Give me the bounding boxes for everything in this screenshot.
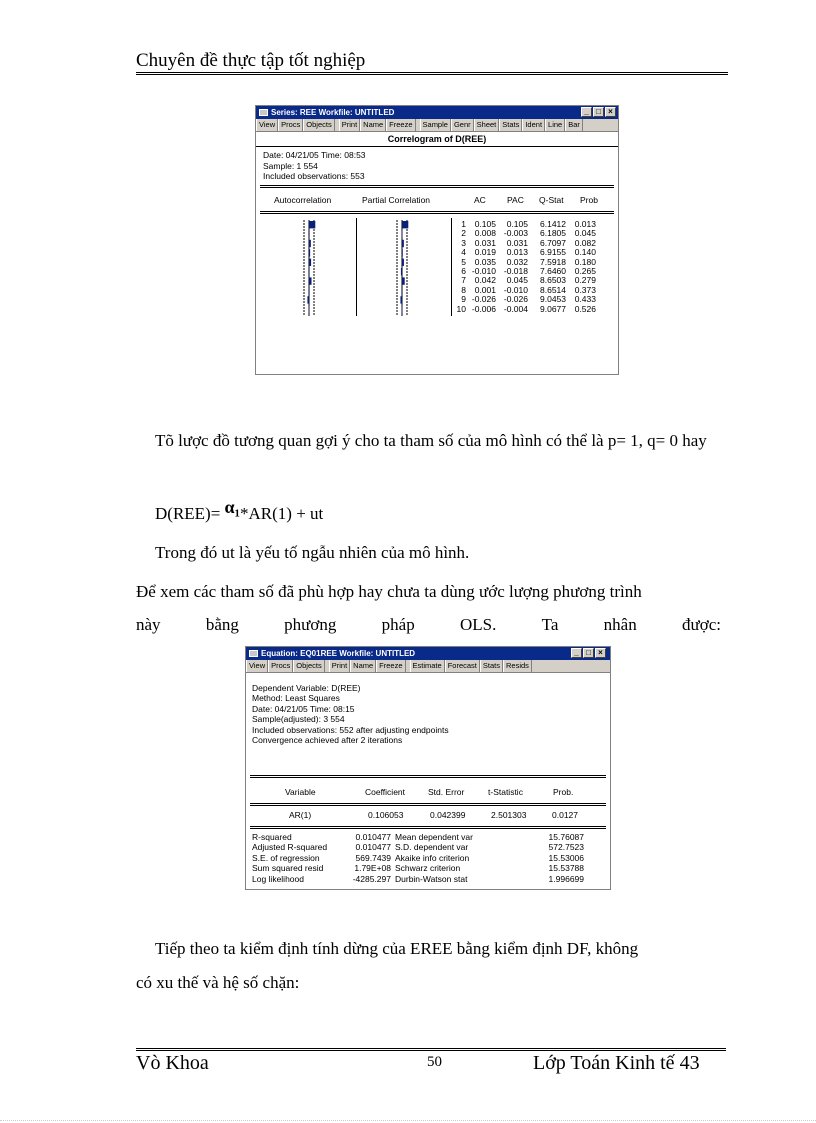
paragraph-4-line2: có xu thế và hệ số chặn:: [136, 973, 300, 992]
correlogram-cell: 6.1805: [540, 228, 566, 239]
equation-titlebar[interactable]: [246, 647, 610, 660]
correlogram-cell: 3: [461, 237, 466, 248]
correlogram-cell: 0.045: [506, 275, 528, 286]
correlogram-cell: 8.6514: [540, 284, 566, 295]
minimize-button[interactable]: _: [571, 648, 582, 658]
correlogram-cell: 9.0453: [540, 294, 566, 305]
eq-coef-tstat: 2.501303: [491, 810, 527, 820]
eq-info-line: Method: Least Squares: [252, 693, 340, 704]
paragraph-2: Trong đó ut là yếu tố ngẫu nhiên của mô hình.: [155, 543, 470, 562]
print-button[interactable]: Print: [329, 660, 350, 672]
word: Ta: [541, 615, 559, 634]
footer-rule: [136, 1048, 726, 1051]
correlogram-cell: 0.265: [574, 266, 596, 277]
eq-info-line: Sample(adjusted): 3 554: [252, 714, 345, 725]
maximize-button[interactable]: □: [583, 648, 594, 658]
correlogram-cell: 0.433: [574, 294, 596, 305]
correlogram-cell: 0.105: [474, 219, 496, 229]
ac-bar: [309, 221, 315, 228]
correlogram-cell: 8: [461, 284, 466, 295]
genr-button[interactable]: Genr: [451, 119, 474, 131]
eq-stat-label: R-squared: [252, 832, 292, 842]
col-header: Autocorrelation: [274, 195, 332, 205]
window-icon: [249, 650, 258, 657]
correlogram-cell: 0.045: [574, 228, 596, 239]
view-button[interactable]: View: [246, 660, 268, 672]
correlogram-cell: 10: [456, 303, 466, 314]
info-line: Included observations: 553: [263, 171, 365, 181]
correlogram-cell: 0.279: [574, 275, 596, 286]
eq-col-header: Prob.: [553, 787, 574, 797]
header-rule: [136, 72, 728, 75]
correlogram-cell: -0.026: [471, 294, 496, 305]
word: bằng: [205, 615, 239, 634]
maximize-button[interactable]: □: [593, 107, 604, 117]
correlogram-cell: 6.7097: [540, 237, 566, 248]
eq-stat-value: 15.53006: [548, 852, 584, 863]
correlogram-table: [454, 220, 596, 314]
eq-stat-value: 572.7523: [548, 842, 584, 853]
correlogram-cell: -0.026: [503, 294, 528, 305]
freeze-button[interactable]: Freeze: [376, 660, 405, 672]
close-button[interactable]: ×: [595, 648, 606, 658]
paragraph-4-line1: Tiếp theo ta kiểm định tính dừng của EREE bằng kiểm định DF, không: [155, 939, 639, 958]
correlogram-cell: 0.013: [506, 247, 528, 258]
correlogram-heading: Correlogram of D(REE): [387, 134, 487, 144]
correlogram-cell: 0.180: [574, 256, 596, 267]
correlogram-cell: 0.001: [474, 284, 496, 295]
correlogram-cell: 7.5918: [540, 256, 566, 267]
eq-stat-value: 15.76087: [548, 832, 584, 842]
page-header-title: Chuyên đề thực tập tốt nghiệp: [136, 50, 366, 71]
correlogram-cell: 4: [461, 247, 466, 258]
eq-stat-value: 15.53788: [548, 863, 584, 874]
formula-right: *AR(1) + ut: [240, 504, 324, 523]
correlogram-cell: 5: [461, 256, 466, 267]
word: này: [136, 615, 161, 634]
procs-button[interactable]: Procs: [278, 119, 303, 131]
eq-stat-label: S.D. dependent var: [395, 842, 469, 853]
correlogram-window: [255, 105, 619, 375]
page-bottom-border: [0, 1120, 816, 1121]
freeze-button[interactable]: Freeze: [386, 119, 415, 131]
eq-stat-value: -4285.297: [352, 873, 391, 884]
eq-coef-stderr: 0.042399: [430, 810, 466, 820]
eq-stat-label: Durbin-Watson stat: [395, 873, 468, 884]
correlogram-row: [454, 305, 596, 314]
eq-stat-value: 0.010477: [355, 842, 391, 853]
correlogram-cell: 6.9155: [540, 247, 566, 258]
equation-window: [245, 646, 611, 890]
correlogram-cell: 0.031: [506, 237, 528, 248]
pac-bar: [402, 259, 404, 266]
correlogram-cell: 0.035: [474, 256, 496, 267]
col-header: Partial Correlation: [362, 195, 431, 205]
pac-bar: [402, 249, 403, 256]
correlogram-cell: 0.032: [506, 256, 528, 267]
objects-button[interactable]: Objects: [293, 660, 324, 672]
resids-button[interactable]: Resids: [503, 660, 532, 672]
pac-bar: [402, 230, 403, 237]
paragraph-3-line2: [136, 614, 721, 636]
eq-col-header: Variable: [285, 787, 316, 797]
eq-stat-label: Adjusted R-squared: [252, 842, 328, 853]
correlogram-cell: 0.373: [574, 284, 596, 295]
col-header: AC: [474, 195, 486, 205]
equation-window-title: Equation: EQ01REE Workfile: UNTITLED: [261, 649, 416, 658]
page-number: 50: [427, 1054, 442, 1070]
eq-coef-value: 0.106053: [368, 810, 404, 820]
pac-bar: [401, 287, 402, 294]
correlogram-cell: 0.042: [474, 275, 496, 286]
eq-info-line: Date: 04/21/05 Time: 08:15: [252, 703, 355, 714]
correlogram-cell: -0.010: [471, 266, 496, 277]
correlogram-window-title: Series: REE Workfile: UNTITLED: [271, 108, 395, 117]
word: OLS.: [459, 615, 497, 634]
sample-button[interactable]: Sample: [420, 119, 451, 131]
name-button[interactable]: Name: [360, 119, 386, 131]
formula: [155, 497, 324, 525]
equation-toolbar: [246, 660, 610, 673]
ac-bar: [307, 296, 309, 303]
eq-col-header: t-Statistic: [488, 787, 523, 797]
correlogram-cell: 2: [461, 228, 466, 239]
line-button[interactable]: Line: [545, 119, 565, 131]
correlogram-cell: 6: [461, 266, 466, 277]
ident-button[interactable]: Ident: [522, 119, 545, 131]
correlogram-titlebar[interactable]: [256, 106, 618, 119]
ac-bar: [309, 306, 310, 313]
correlogram-cell: -0.006: [471, 303, 496, 314]
eq-info-line: Convergence achieved after 2 iterations: [252, 735, 403, 746]
bar-button[interactable]: Bar: [565, 119, 583, 131]
correlogram-cell: 0.140: [574, 247, 596, 258]
correlogram-cell: 6.1412: [540, 219, 566, 229]
correlogram-cell: -0.003: [503, 228, 528, 239]
stats-button[interactable]: Stats: [499, 119, 522, 131]
ac-bar: [309, 287, 310, 294]
eq-info-line: Included observations: 552 after adjusting endpoints: [252, 724, 449, 735]
correlogram-cell: 0.105: [506, 219, 528, 229]
ac-bar: [309, 240, 311, 247]
paragraph-3-line1: Để xem các tham số đã phù hợp hay chưa ta dùng ước lượng phương trình: [136, 582, 642, 601]
correlogram-cell: -0.004: [503, 303, 528, 314]
col-header: Prob: [580, 195, 598, 205]
pac-bar: [402, 306, 403, 313]
eq-info-line: Dependent Variable: D(REE): [252, 683, 361, 693]
word: phương: [284, 615, 337, 634]
stats-button[interactable]: Stats: [480, 660, 503, 672]
correlogram-cell: 9.0677: [540, 303, 566, 314]
pac-bar: [401, 268, 402, 275]
view-button[interactable]: View: [256, 119, 278, 131]
formula-alpha: α₁: [224, 497, 240, 517]
eq-stat-label: Akaike info criterion: [395, 852, 470, 863]
sheet-button[interactable]: Sheet: [474, 119, 500, 131]
minimize-button[interactable]: _: [581, 107, 592, 117]
word: nhân: [603, 615, 637, 634]
correlogram-cell: 0.008: [474, 228, 496, 239]
correlogram-cell: 1: [461, 219, 466, 229]
word: pháp: [381, 615, 415, 634]
correlogram-cell: 0.019: [474, 247, 496, 258]
correlogram-cell: 0.082: [574, 237, 596, 248]
eq-stat-label: Log likelihood: [252, 873, 304, 884]
eq-stat-value: 1.996699: [548, 873, 584, 884]
correlogram-cell: 7: [461, 275, 466, 286]
correlogram-cell: -0.018: [503, 266, 528, 277]
print-button[interactable]: Print: [339, 119, 360, 131]
pac-bar: [402, 277, 405, 284]
eq-stat-value: 569.7439: [355, 852, 391, 863]
col-header: Q-Stat: [539, 195, 564, 205]
word: được:: [682, 615, 721, 634]
forecast-button[interactable]: Forecast: [445, 660, 480, 672]
correlogram-cell: 9: [461, 294, 466, 305]
eq-stat-label: Sum squared resid: [252, 863, 324, 874]
eq-stat-value: 0.010477: [355, 832, 391, 842]
ac-bar: [309, 249, 310, 256]
eq-coef-prob: 0.0127: [552, 810, 578, 820]
footer-class: Lớp Toán Kinh tế 43: [533, 1052, 700, 1074]
name-button[interactable]: Name: [350, 660, 376, 672]
info-line: Sample: 1 554: [263, 160, 318, 171]
eq-coef-variable: AR(1): [289, 810, 312, 820]
ac-bar: [309, 230, 310, 237]
correlogram-cell: 8.6503: [540, 275, 566, 286]
correlogram-cell: 0.013: [574, 219, 596, 229]
eq-stat-label: Mean dependent var: [395, 832, 473, 842]
eq-stat-value: 1.79E+08: [354, 863, 391, 874]
procs-button[interactable]: Procs: [268, 660, 293, 672]
close-button[interactable]: ×: [605, 107, 616, 117]
eq-stat-label: Schwarz criterion: [395, 863, 461, 874]
correlogram-cell: 0.526: [574, 303, 596, 314]
ac-bar: [309, 277, 312, 284]
pac-bar: [402, 240, 404, 247]
eq-stat-label: S.E. of regression: [252, 852, 320, 863]
info-line: Date: 04/21/05 Time: 08:53: [263, 150, 366, 160]
ac-bar: [309, 259, 311, 266]
footer-author: Vò Khoa: [136, 1052, 209, 1074]
col-header: PAC: [507, 195, 524, 205]
paragraph-1-text: Tõ lược đồ tương quan gợi ý cho ta tham số của mô hình có thể là p= 1, q= 0 hay: [155, 431, 707, 450]
window-icon: [259, 109, 268, 116]
correlogram-cell: 0.031: [474, 237, 496, 248]
correlogram-cell: -0.010: [503, 284, 528, 295]
objects-button[interactable]: Objects: [303, 119, 334, 131]
correlogram-toolbar: [256, 119, 618, 132]
eq-col-header: Std. Error: [428, 787, 465, 797]
eq-col-header: Coefficient: [365, 787, 406, 797]
correlogram-cell: 7.6460: [540, 266, 566, 277]
pac-bar: [400, 296, 402, 303]
pac-bar: [402, 221, 408, 228]
ac-bar: [308, 268, 309, 275]
formula-left: D(REE)=: [155, 504, 225, 523]
paragraph-1: [155, 424, 720, 458]
estimate-button[interactable]: Estimate: [410, 660, 445, 672]
